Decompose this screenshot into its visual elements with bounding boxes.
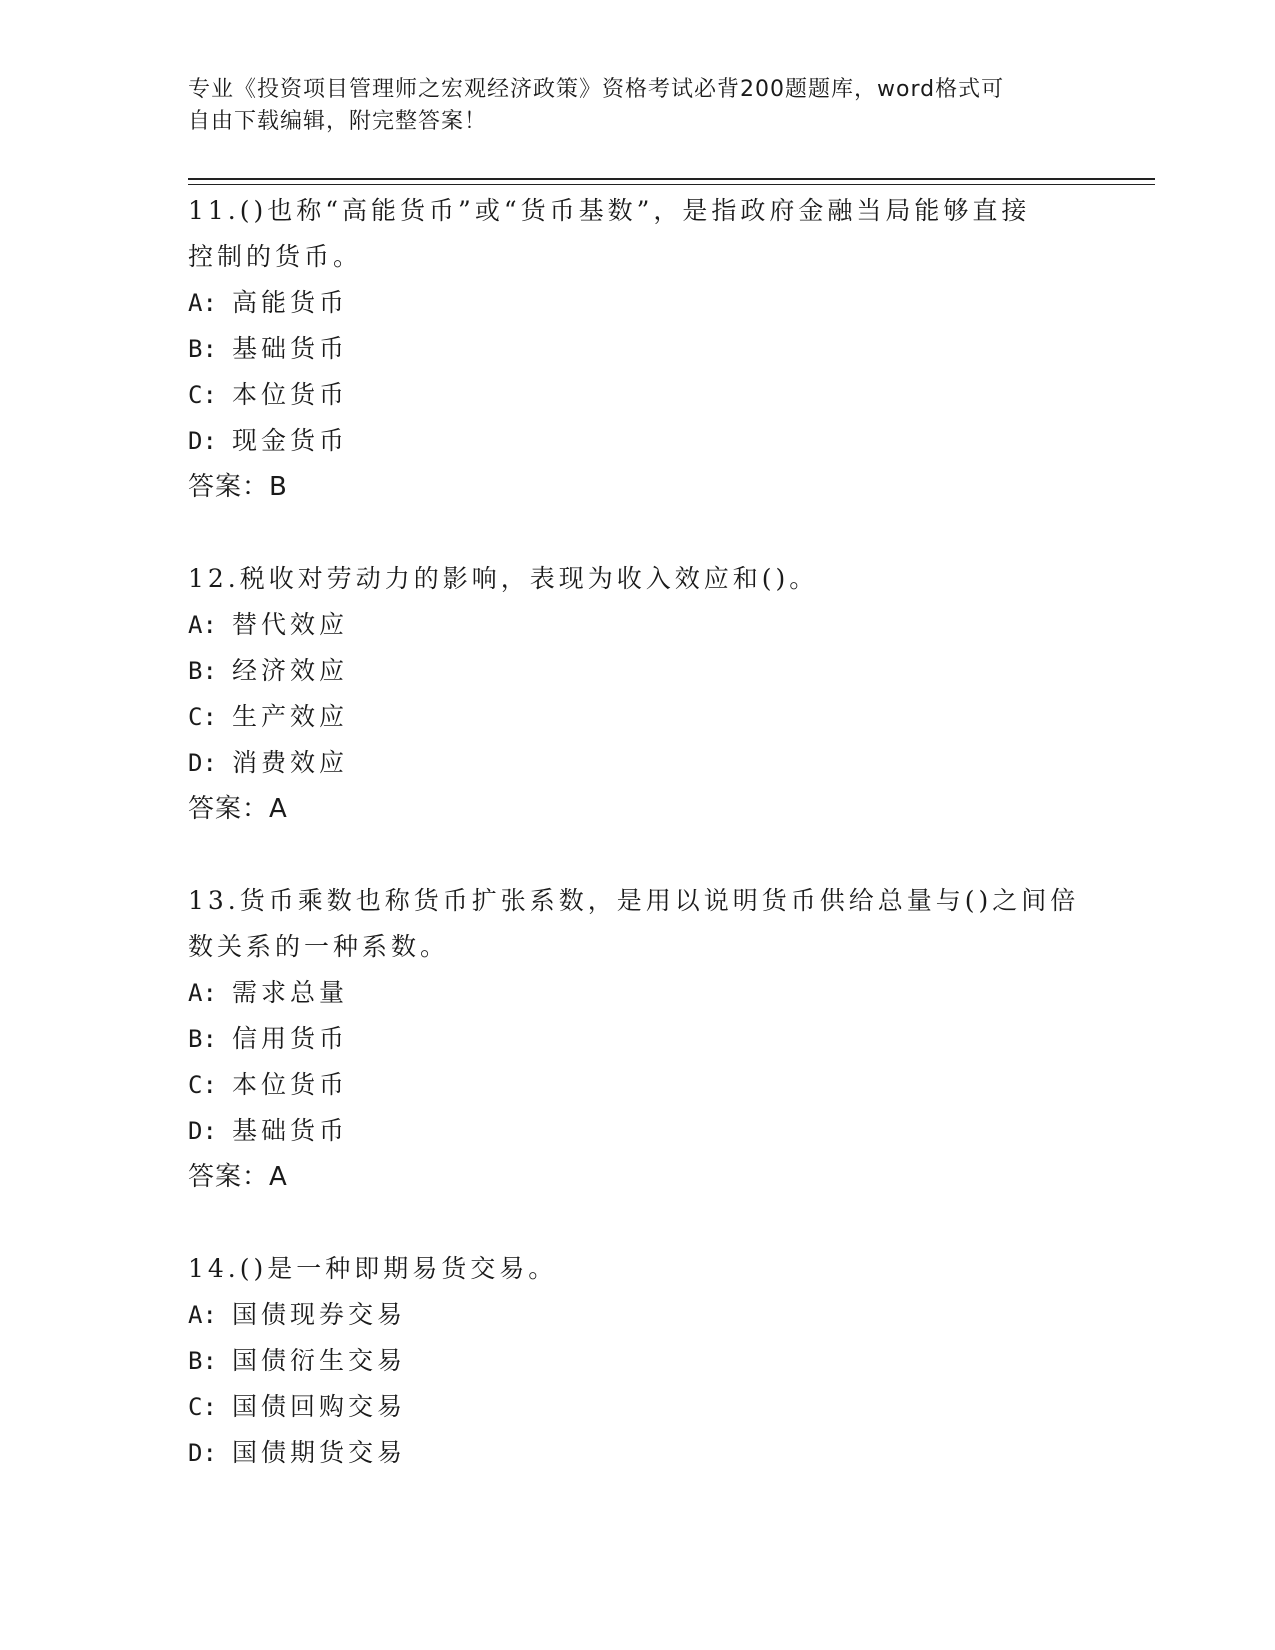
option-a <box>188 280 1088 326</box>
question-spacer <box>188 510 1088 556</box>
option-a <box>188 1292 1088 1338</box>
question-text-continued: 数关系的一种系数。 <box>188 932 450 961</box>
option-d <box>188 418 1088 464</box>
header-line-1: 专业《投资项目管理师之宏观经济政策》资格考试必背200题题库，word格式可 <box>188 77 1005 102</box>
header-divider-thin <box>188 184 1155 185</box>
option-letter: A: <box>188 611 217 639</box>
header-divider-thick <box>188 178 1155 180</box>
option-d <box>188 1430 1088 1476</box>
option-text: 基础货币 <box>232 1116 349 1145</box>
question-11 <box>188 188 1088 510</box>
option-letter: D: <box>188 749 217 777</box>
option-letter: C: <box>188 1393 217 1421</box>
header-line-2: 自由下载编辑，附完整答案！ <box>188 109 488 134</box>
option-letter: D: <box>188 1117 217 1145</box>
option-d <box>188 1108 1088 1154</box>
option-c <box>188 1062 1088 1108</box>
question-text: 13.货币乘数也称货币扩张系数，是用以说明货币供给总量与()之间倍 <box>188 886 1080 915</box>
option-text: 信用货币 <box>232 1024 349 1053</box>
option-text: 现金货币 <box>232 426 349 455</box>
question-spacer <box>188 1200 1088 1246</box>
option-b <box>188 648 1088 694</box>
option-letter: B: <box>188 335 217 363</box>
question-text: 14.()是一种即期易货交易。 <box>188 1254 558 1283</box>
option-b <box>188 326 1088 372</box>
option-letter: B: <box>188 657 217 685</box>
document-header <box>188 74 1068 138</box>
option-b <box>188 1016 1088 1062</box>
question-text-continued: 控制的货币。 <box>188 242 363 271</box>
option-letter: C: <box>188 1071 217 1099</box>
option-text: 替代效应 <box>232 610 349 639</box>
option-text: 高能货币 <box>232 288 349 317</box>
option-letter: C: <box>188 381 217 409</box>
option-letter: B: <box>188 1025 217 1053</box>
option-letter: C: <box>188 703 217 731</box>
option-text: 生产效应 <box>232 702 349 731</box>
option-text: 国债回购交易 <box>232 1392 407 1421</box>
question-list <box>188 188 1088 1476</box>
option-c <box>188 694 1088 740</box>
option-text: 国债衍生交易 <box>232 1346 407 1375</box>
option-letter: A: <box>188 979 217 1007</box>
option-a <box>188 602 1088 648</box>
question-spacer <box>188 832 1088 878</box>
option-letter: A: <box>188 1301 217 1329</box>
option-text: 需求总量 <box>232 978 349 1007</box>
option-text: 本位货币 <box>232 1070 349 1099</box>
option-letter: A: <box>188 289 217 317</box>
option-letter: D: <box>188 427 217 455</box>
answer-key: 答案：A <box>188 794 288 824</box>
option-b <box>188 1338 1088 1384</box>
question-12 <box>188 556 1088 832</box>
option-a <box>188 970 1088 1016</box>
answer-key: 答案：A <box>188 1162 288 1192</box>
option-c <box>188 1384 1088 1430</box>
option-c <box>188 372 1088 418</box>
option-text: 消费效应 <box>232 748 349 777</box>
question-14 <box>188 1246 1088 1476</box>
option-letter: D: <box>188 1439 217 1467</box>
option-text: 经济效应 <box>232 656 349 685</box>
option-text: 基础货币 <box>232 334 349 363</box>
option-text: 国债现券交易 <box>232 1300 407 1329</box>
option-letter: B: <box>188 1347 217 1375</box>
answer-key: 答案：B <box>188 472 288 502</box>
option-text: 本位货币 <box>232 380 349 409</box>
option-text: 国债期货交易 <box>232 1438 407 1467</box>
option-d <box>188 740 1088 786</box>
question-text: 12.税收对劳动力的影响，表现为收入效应和()。 <box>188 564 819 593</box>
question-text: 11.()也称“高能货币”或“货币基数”，是指政府金融当局能够直接 <box>188 196 1031 225</box>
question-13 <box>188 878 1088 1200</box>
